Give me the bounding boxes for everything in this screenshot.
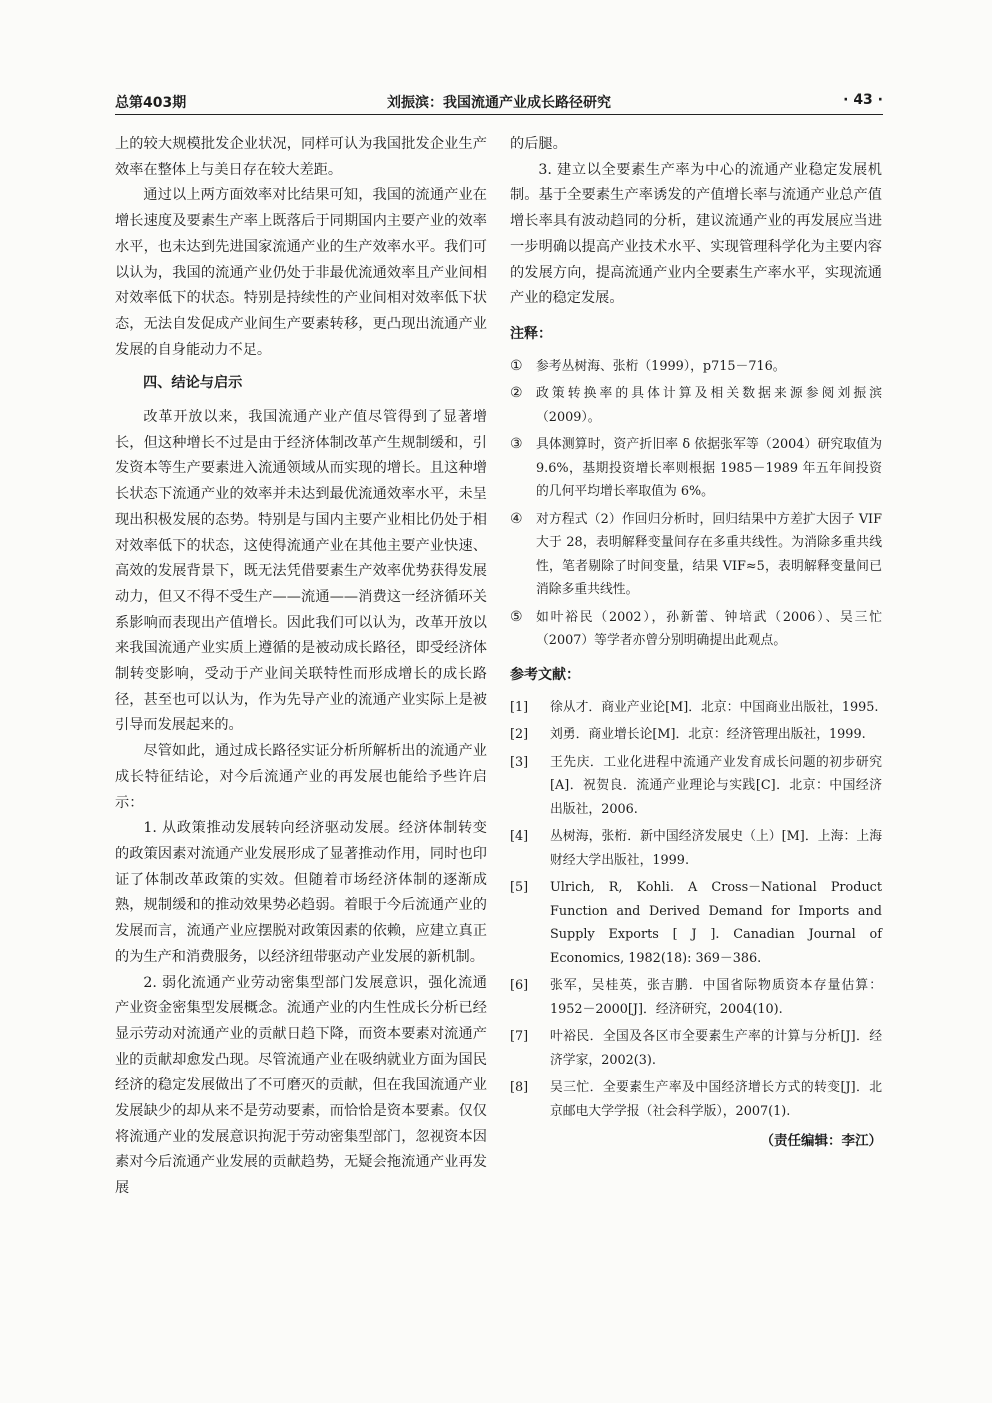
notes-heading: 注释： xyxy=(510,325,552,342)
references-list xyxy=(510,696,882,1124)
running-header xyxy=(115,92,883,115)
reference-text: 张军，吴桂英，张吉鹏．中国省际物质资本存量估算：1952－2000[J]．经济研究，2004(10). xyxy=(550,978,882,1017)
note-marker: ③ xyxy=(510,436,523,453)
note-marker: ② xyxy=(510,385,523,402)
note-marker: ① xyxy=(510,357,523,374)
reference-text: 刘勇．商业增长论[M]．北京：经济管理出版社，1999. xyxy=(550,727,866,743)
reference-marker: [2] xyxy=(510,727,529,743)
note-item xyxy=(510,355,882,379)
note-text: 对方程式（2）作回归分析时，回归结果中方差扩大因子 VIF 大于 28，表明解释变量间存在多重共线性。为消除多重共线性，笔者剔除了时间变量，结果 VIF≈5，表明解释变量间已消除多重共线性。 xyxy=(536,511,882,598)
reference-marker: [5] xyxy=(510,880,529,896)
reference-item xyxy=(510,974,882,1021)
section-heading: 四、结论与启示 xyxy=(143,375,243,392)
reference-marker: [1] xyxy=(510,699,529,715)
reference-item xyxy=(510,1025,882,1072)
right-column xyxy=(510,132,882,1153)
reference-item xyxy=(510,1076,882,1123)
reference-text: Ulrich, R, Kohli. A Cross－National Product Function and Derived Demand for Imports and Supply Exports [ J ]. Canadian Journal of Economics, 1982(18): 369－386. xyxy=(550,880,882,966)
notes-list xyxy=(510,355,882,653)
note-item xyxy=(510,508,882,602)
reference-marker: [6] xyxy=(510,978,529,994)
reference-text: 丛树海，张桁．新中国经济发展史（上）[M]．上海：上海财经大学出版社，1999. xyxy=(550,829,882,868)
note-marker: ⑤ xyxy=(510,608,523,625)
reference-text: 吴三忙．全要素生产率及中国经济增长方式的转变[J]．北京邮电大学学报（社会科学版），2007(1). xyxy=(550,1080,882,1119)
reference-item xyxy=(510,696,882,720)
paragraph: 通过以上两方面效率对比结果可知，我国的流通产业在增长速度及要素生产率上既落后于同期国内主要产业的效率水平，也未达到先进国家流通产业的生产效率水平。我们可以认为，我国的流通产业仍处于非最优流通效率且产业间相对效率低下的状态。特别是持续性的产业间相对效率低下状态，无法自发促成产业间生产要素转移，更凸现出流通产业发展的自身能动力不足。 xyxy=(115,187,487,358)
note-marker: ④ xyxy=(510,510,523,527)
reference-marker: [7] xyxy=(510,1029,529,1045)
paragraph: 1. 从政策推动发展转向经济驱动发展。经济体制转变的政策因素对流通产业发展形成了显著推动作用，同时也印证了体制改革政策的实效。但随着市场经济体制的逐渐成熟，规制缓和的推动效果势必趋弱。着眼于今后流通产业的发展而言，流通产业应摆脱对政策因素的依赖，应建立真正的为生产和消费服务，以经济纽带驱动产业发展的新机制。 xyxy=(115,820,487,965)
paragraph: 改革开放以来，我国流通产业产值尽管得到了显著增长，但这种增长不过是由于经济体制改革产生规制缓和，引发资本等生产要素进入流通领域从而实现的增长。且这种增长状态下流通产业的效率并未达到最优流通效率水平，未呈现出积极发展的态势。特别是与国内主要产业相比仍处于相对效率低下的状态，这使得流通产业在其他主要产业快速、高效的发展背景下，既无法凭借要素生产效率优势获得发展动力，但又不得不受生产——流通——消费这一经济循环关系影响而表现出产值增长。因此我们可以认为，改革开放以来我国流通产业实质上遵循的是被动成长路径，即受经济体制转变影响，受动于产业间关联特性而形成增长的成长路径，甚至也可以认为，作为先导产业的流通产业实际上是被引导而发展起来的。 xyxy=(115,409,487,734)
issue-number: 总第403期 xyxy=(115,95,187,111)
note-item xyxy=(510,433,882,504)
reference-text: 徐从才．商业产业论[M]．北京：中国商业出版社，1995. xyxy=(550,699,879,715)
paragraph: 尽管如此，通过成长路径实证分析所解析出的流通产业成长特征结论，对今后流通产业的再发展也能给予些许启示： xyxy=(115,743,487,811)
reference-marker: [4] xyxy=(510,829,529,845)
note-item xyxy=(510,382,882,429)
page-number: · 43 · xyxy=(843,92,883,108)
note-item xyxy=(510,606,882,653)
reference-marker: [8] xyxy=(510,1080,529,1096)
reference-item xyxy=(510,825,882,872)
paragraph: 2. 弱化流通产业劳动密集型部门发展意识，强化流通产业资金密集型发展概念。流通产业的内生性成长分析已经显示劳动对流通产业的贡献日趋下降，而资本要素对流通产业的贡献却愈发凸现。尽管流通产业在吸纳就业方面为国民经济的稳定发展做出了不可磨灭的贡献，但在我国流通产业发展缺少的却从来不是劳动要素，而恰恰是资本要素。仅仅将流通产业的发展意识拘泥于劳动密集型部门，忽视资本因素对今后流通产业发展的贡献趋势，无疑会拖流通产业再发展 xyxy=(115,974,487,1197)
reference-text: 叶裕民．全国及各区市全要素生产率的计算与分析[J]．经济学家，2002(3). xyxy=(550,1029,882,1068)
paragraph: 3. 建立以全要素生产率为中心的流通产业稳定发展机制。基于全要素生产率诱发的产值增长率与流通产业总产值增长率具有波动趋同的分析，建议流通产业的再发展应当进一步明确以提高产业技术水平、实现管理科学化为主要内容的发展方向，提高流通产业内全要素生产率水平，实现流通产业的稳定发展。 xyxy=(510,161,882,307)
note-text: 具体测算时，资产折旧率 δ 依据张军等（2004）研究取值为 9.6%，基期投资增长率则根据 1985－1989 年五年间投资的几何平均增长率取值为 6%。 xyxy=(536,437,882,500)
reference-item xyxy=(510,876,882,970)
reference-item xyxy=(510,723,882,747)
reference-text: 王先庆．工业化进程中流通产业发育成长问题的初步研究[A]．祝贺良．流通产业理论与实践[C]．北京：中国经济出版社，2006. xyxy=(550,754,882,817)
note-text: 政策转换率的具体计算及相关数据来源参阅刘振滨（2009）。 xyxy=(536,386,882,425)
note-text: 参考丛树海、张桁（1999），p715－716。 xyxy=(536,358,786,374)
reference-marker: [3] xyxy=(510,754,529,770)
references-heading: 参考文献： xyxy=(510,666,580,683)
paragraph: 上的较大规模批发企业状况，同样可认为我国批发企业生产效率在整体上与美日存在较大差距。 xyxy=(115,136,487,178)
note-text: 如叶裕民（2002），孙新蕾、钟培武（2006）、吴三忙（2007）等学者亦曾分别明确提出此观点。 xyxy=(536,609,882,649)
responsible-editor: （责任编辑：李江） xyxy=(760,1133,882,1150)
left-column xyxy=(115,132,487,1202)
article-running-title: 刘振滨：我国流通产业成长路径研究 xyxy=(387,95,611,111)
reference-item xyxy=(510,751,882,822)
paragraph: 的后腿。 xyxy=(510,136,567,152)
